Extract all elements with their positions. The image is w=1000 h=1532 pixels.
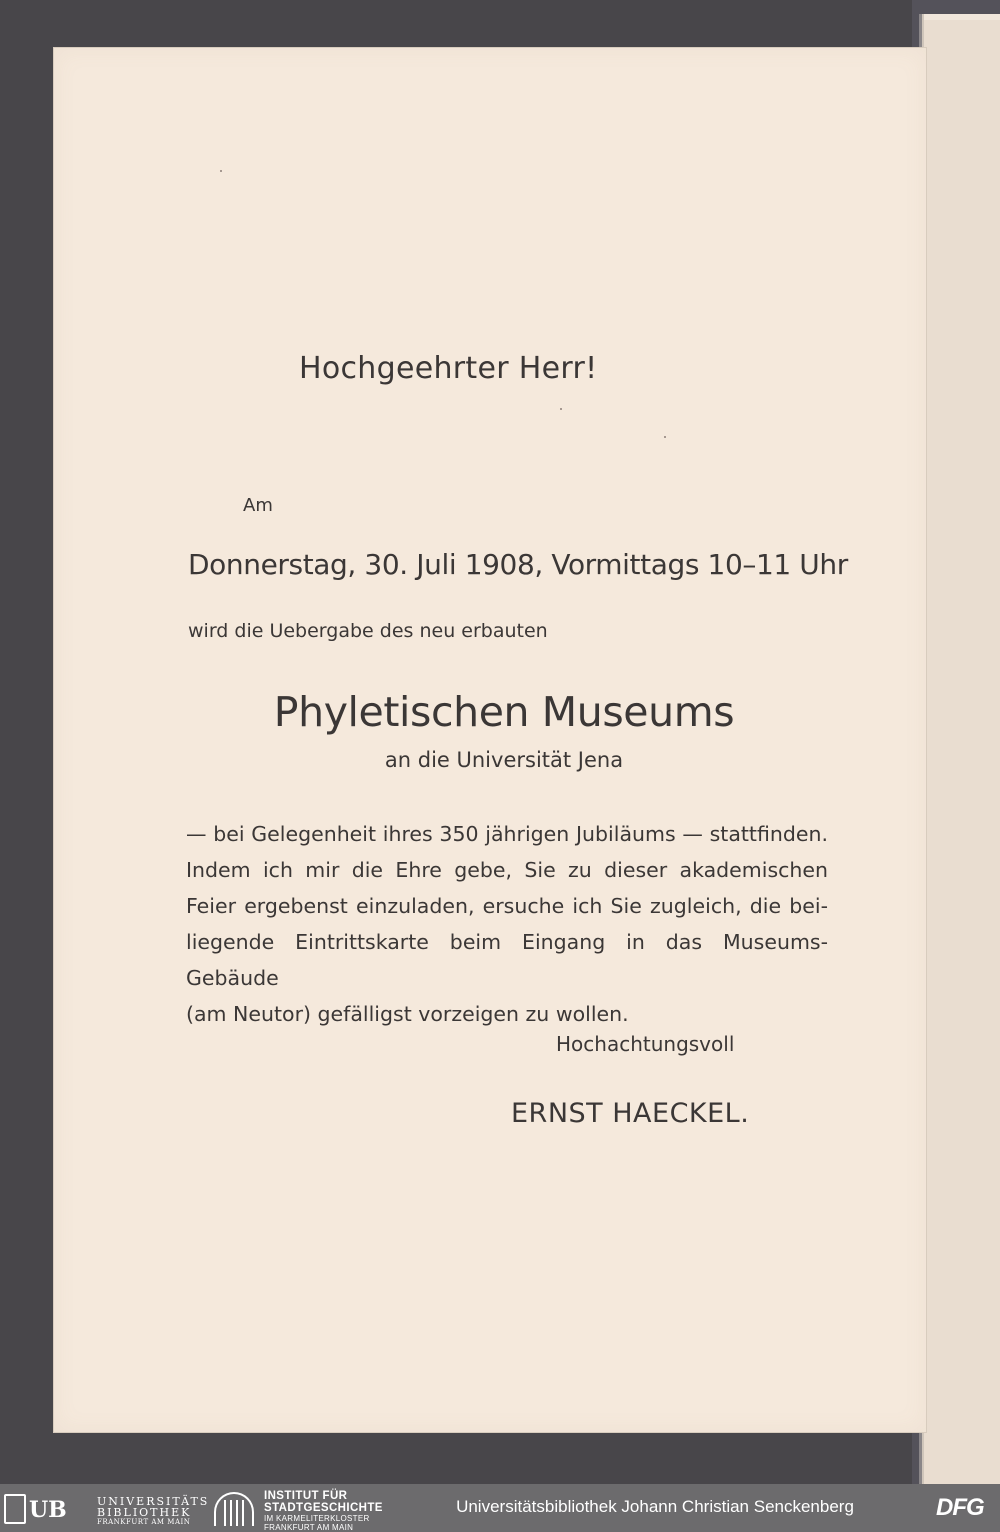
signature: ERNST HAECKEL. — [511, 1098, 750, 1129]
ub-logo[interactable] — [4, 1492, 210, 1526]
university-line: an die Universität Jena — [384, 748, 624, 772]
paper-speck — [560, 408, 562, 410]
body-line: Indem ich mir die Ehre gebe, Sie zu dieser akademischen — [186, 858, 828, 882]
body-line: Feier ergebenst einzuladen, ersuche ich Sie zugleich, die bei- — [186, 894, 828, 918]
salutation: Hochgeehrter Herr! — [299, 351, 598, 386]
isg-line-4: FRANKFURT AM MAIN — [264, 1523, 354, 1532]
isg-line-2: STADTGESCHICHTE — [264, 1502, 383, 1514]
ub-line-2: BIBLIOTHEK — [97, 1506, 192, 1519]
intro-line: wird die Uebergabe des neu erbauten — [188, 620, 548, 642]
am-label: Am — [243, 495, 273, 516]
library-name-link[interactable]: Universitätsbibliothek Johann Christian Senckenberg — [456, 1497, 854, 1516]
paper-speck — [220, 170, 222, 172]
body-line: — bei Gelegenheit ihres 350 jährigen Jubiläums — stattfinden. — [186, 822, 828, 846]
viewer-footer — [0, 1484, 1000, 1532]
isg-wordmark — [264, 1490, 383, 1532]
isg-logo[interactable] — [214, 1490, 414, 1532]
isg-line-3: IM KARMELITERKLOSTER — [264, 1514, 370, 1523]
ub-line-1: UNIVERSITÄTS — [97, 1495, 210, 1508]
dfg-logo[interactable]: DFG — [936, 1494, 984, 1521]
letter-page — [54, 48, 926, 1432]
ub-line-3: FRANKFURT AM MAIN — [97, 1518, 191, 1526]
event-date-line: Donnerstag, 30. Juli 1908, Vormittags 10–11 Uhr — [188, 548, 848, 581]
ub-emblem-icon — [4, 1494, 67, 1524]
isg-line-1: INSTITUT FÜR — [264, 1490, 348, 1502]
isg-arch-icon — [214, 1492, 254, 1526]
museum-title: Phyletischen Museums — [273, 688, 735, 736]
ub-wordmark — [97, 1496, 209, 1527]
paper-speck — [664, 436, 666, 438]
body-line: (am Neutor) gefälligst vorzeigen zu wollen. — [186, 1002, 629, 1026]
body-line: liegende Eintrittskarte beim Eingang in das Museums-Gebäude — [186, 930, 828, 990]
ub-abbrev: UB — [29, 1497, 67, 1523]
closing-phrase: Hochachtungsvoll — [556, 1032, 735, 1056]
letter-body — [186, 816, 828, 1032]
